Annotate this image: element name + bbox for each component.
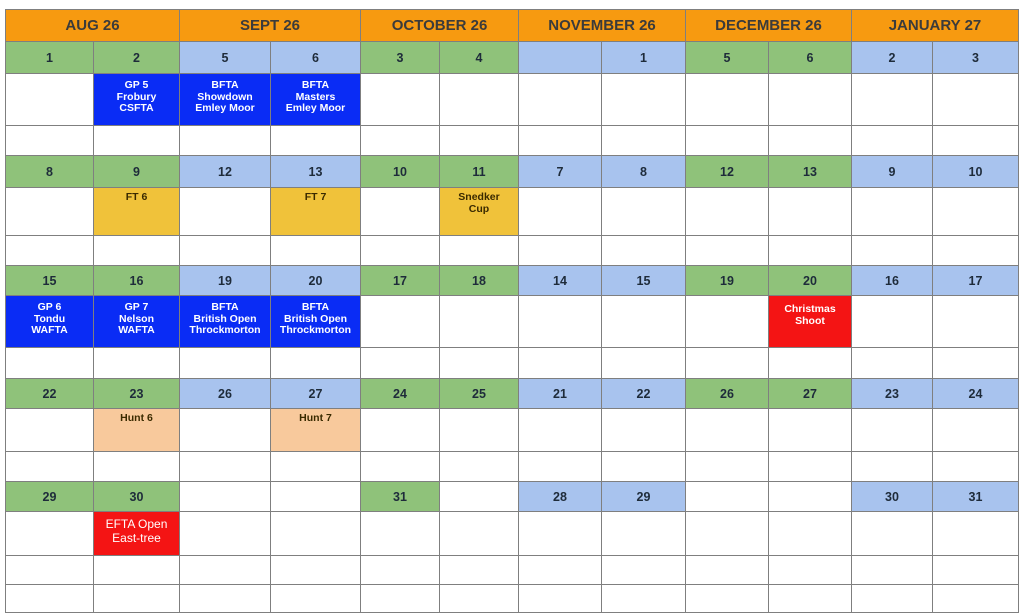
day-number-cell: 14 <box>518 265 602 296</box>
spacer-cell <box>685 451 769 482</box>
spacer-cell <box>932 125 1019 156</box>
day-number-cell: 13 <box>768 155 852 188</box>
day-number-cell: 1 <box>601 41 686 74</box>
empty-cell <box>270 511 361 556</box>
day-number-cell: 19 <box>685 265 769 296</box>
empty-cell <box>601 511 686 556</box>
spacer-cell <box>179 555 271 585</box>
empty-cell <box>768 408 852 452</box>
empty-cell <box>518 295 602 348</box>
spacer-cell <box>601 584 686 613</box>
spacer-cell <box>685 347 769 379</box>
day-number-cell: 20 <box>768 265 852 296</box>
spacer-cell <box>360 584 440 613</box>
month-header: SEPT 26 <box>179 9 361 42</box>
day-number-cell: 17 <box>932 265 1019 296</box>
spacer-cell <box>768 235 852 266</box>
day-number-cell: 28 <box>518 481 602 512</box>
spacer-cell <box>5 125 94 156</box>
day-number-cell: 10 <box>932 155 1019 188</box>
event-cell: GP 7 Nelson WAFTA <box>93 295 180 348</box>
spacer-cell <box>360 555 440 585</box>
spacer-cell <box>601 125 686 156</box>
empty-cell <box>601 73 686 126</box>
empty-cell <box>851 295 933 348</box>
spacer-cell <box>270 125 361 156</box>
empty-cell <box>439 408 519 452</box>
spacer-cell <box>439 125 519 156</box>
spacer-cell <box>439 347 519 379</box>
empty-cell <box>768 511 852 556</box>
spacer-cell <box>93 584 180 613</box>
day-number-cell: 30 <box>851 481 933 512</box>
spacer-cell <box>685 584 769 613</box>
spacer-cell <box>768 125 852 156</box>
spacer-cell <box>360 347 440 379</box>
day-number-cell: 7 <box>518 155 602 188</box>
day-number-cell: 31 <box>360 481 440 512</box>
day-number-cell: 13 <box>270 155 361 188</box>
spacer-cell <box>439 451 519 482</box>
spacer-cell <box>601 451 686 482</box>
day-number-cell: 24 <box>360 378 440 409</box>
empty-cell <box>932 187 1019 236</box>
empty-cell <box>360 73 440 126</box>
empty-cell <box>932 511 1019 556</box>
day-number-cell: 16 <box>93 265 180 296</box>
spacer-cell <box>518 584 602 613</box>
empty-cell <box>518 511 602 556</box>
day-number-cell <box>270 481 361 512</box>
spacer-cell <box>93 235 180 266</box>
empty-cell <box>360 187 440 236</box>
spacer-cell <box>270 235 361 266</box>
month-header: AUG 26 <box>5 9 180 42</box>
empty-cell <box>439 295 519 348</box>
day-number-cell: 2 <box>93 41 180 74</box>
spacer-cell <box>685 555 769 585</box>
empty-cell <box>439 511 519 556</box>
day-number-cell: 26 <box>685 378 769 409</box>
day-number-cell: 25 <box>439 378 519 409</box>
event-cell: GP 6 Tondu WAFTA <box>5 295 94 348</box>
empty-cell <box>768 73 852 126</box>
day-number-cell: 11 <box>439 155 519 188</box>
month-header: DECEMBER 26 <box>685 9 852 42</box>
empty-cell <box>685 73 769 126</box>
day-number-cell: 19 <box>179 265 271 296</box>
empty-cell <box>851 73 933 126</box>
day-number-cell: 29 <box>5 481 94 512</box>
empty-cell <box>932 408 1019 452</box>
spacer-cell <box>518 347 602 379</box>
spacer-cell <box>5 347 94 379</box>
day-number-cell: 23 <box>851 378 933 409</box>
spacer-cell <box>439 584 519 613</box>
spacer-cell <box>518 451 602 482</box>
spacer-cell <box>179 235 271 266</box>
spacer-cell <box>360 125 440 156</box>
spacer-cell <box>270 584 361 613</box>
spacer-cell <box>439 235 519 266</box>
empty-cell <box>851 511 933 556</box>
empty-cell <box>685 408 769 452</box>
event-cell: GP 5 Frobury CSFTA <box>93 73 180 126</box>
day-number-cell: 23 <box>93 378 180 409</box>
spacer-cell <box>5 235 94 266</box>
event-cell: Snedker Cup <box>439 187 519 236</box>
day-number-cell: 24 <box>932 378 1019 409</box>
day-number-cell: 30 <box>93 481 180 512</box>
day-number-cell <box>685 481 769 512</box>
day-number-cell: 18 <box>439 265 519 296</box>
day-number-cell: 2 <box>851 41 933 74</box>
spacer-cell <box>768 555 852 585</box>
day-number-cell: 27 <box>768 378 852 409</box>
spacer-cell <box>851 451 933 482</box>
spacer-cell <box>685 235 769 266</box>
spacer-cell <box>851 125 933 156</box>
spacer-cell <box>851 555 933 585</box>
event-cell: BFTA British Open Throckmorton <box>179 295 271 348</box>
empty-cell <box>360 295 440 348</box>
day-number-cell: 5 <box>685 41 769 74</box>
event-cell: Hunt 7 <box>270 408 361 452</box>
day-number-cell: 3 <box>360 41 440 74</box>
spacer-cell <box>5 584 94 613</box>
day-number-cell <box>768 481 852 512</box>
empty-cell <box>518 408 602 452</box>
spacer-cell <box>5 555 94 585</box>
empty-cell <box>360 408 440 452</box>
day-number-cell: 22 <box>601 378 686 409</box>
event-cell: Christmas Shoot <box>768 295 852 348</box>
day-number-cell: 12 <box>685 155 769 188</box>
day-number-cell <box>439 481 519 512</box>
day-number-cell: 15 <box>5 265 94 296</box>
empty-cell <box>685 295 769 348</box>
empty-cell <box>768 187 852 236</box>
empty-cell <box>932 73 1019 126</box>
spacer-cell <box>270 347 361 379</box>
day-number-cell: 21 <box>518 378 602 409</box>
day-number-cell: 17 <box>360 265 440 296</box>
day-number-cell: 16 <box>851 265 933 296</box>
spacer-cell <box>179 584 271 613</box>
spacer-cell <box>851 347 933 379</box>
month-header: NOVEMBER 26 <box>518 9 686 42</box>
day-number-cell: 22 <box>5 378 94 409</box>
empty-cell <box>439 73 519 126</box>
empty-cell <box>179 187 271 236</box>
spacer-cell <box>179 125 271 156</box>
spacer-cell <box>932 555 1019 585</box>
spacer-cell <box>518 125 602 156</box>
day-number-cell: 15 <box>601 265 686 296</box>
spacer-cell <box>93 555 180 585</box>
empty-cell <box>5 73 94 126</box>
spacer-cell <box>360 451 440 482</box>
spacer-cell <box>932 451 1019 482</box>
day-number-cell <box>518 41 602 74</box>
day-number-cell: 12 <box>179 155 271 188</box>
spacer-cell <box>768 347 852 379</box>
empty-cell <box>518 187 602 236</box>
spacer-cell <box>5 451 94 482</box>
empty-cell <box>851 187 933 236</box>
empty-cell <box>601 408 686 452</box>
spacer-cell <box>932 584 1019 613</box>
spacer-cell <box>685 125 769 156</box>
spacer-cell <box>518 235 602 266</box>
day-number-cell: 5 <box>179 41 271 74</box>
spacer-cell <box>768 451 852 482</box>
event-cell: BFTA Masters Emley Moor <box>270 73 361 126</box>
spacer-cell <box>93 125 180 156</box>
spacer-cell <box>851 584 933 613</box>
spacer-cell <box>360 235 440 266</box>
spacer-cell <box>932 235 1019 266</box>
event-cell: EFTA Open East-tree <box>93 511 180 556</box>
event-cell: BFTA Showdown Emley Moor <box>179 73 271 126</box>
day-number-cell: 31 <box>932 481 1019 512</box>
day-number-cell: 6 <box>768 41 852 74</box>
day-number-cell: 9 <box>851 155 933 188</box>
spacer-cell <box>518 555 602 585</box>
empty-cell <box>179 408 271 452</box>
spacer-cell <box>179 347 271 379</box>
event-cell: Hunt 6 <box>93 408 180 452</box>
spacer-cell <box>270 451 361 482</box>
day-number-cell <box>179 481 271 512</box>
spacer-cell <box>851 235 933 266</box>
day-number-cell: 20 <box>270 265 361 296</box>
spacer-cell <box>768 584 852 613</box>
empty-cell <box>179 511 271 556</box>
empty-cell <box>851 408 933 452</box>
day-number-cell: 1 <box>5 41 94 74</box>
empty-cell <box>685 511 769 556</box>
month-header: JANUARY 27 <box>851 9 1019 42</box>
spacer-cell <box>932 347 1019 379</box>
empty-cell <box>5 408 94 452</box>
day-number-cell: 29 <box>601 481 686 512</box>
day-number-cell: 27 <box>270 378 361 409</box>
event-cell: FT 6 <box>93 187 180 236</box>
empty-cell <box>601 187 686 236</box>
day-number-cell: 9 <box>93 155 180 188</box>
day-number-cell: 6 <box>270 41 361 74</box>
spacer-cell <box>439 555 519 585</box>
day-number-cell: 10 <box>360 155 440 188</box>
spacer-cell <box>601 347 686 379</box>
empty-cell <box>518 73 602 126</box>
spacer-cell <box>601 235 686 266</box>
spacer-cell <box>93 347 180 379</box>
empty-cell <box>932 295 1019 348</box>
day-number-cell: 4 <box>439 41 519 74</box>
day-number-cell: 3 <box>932 41 1019 74</box>
month-header: OCTOBER 26 <box>360 9 519 42</box>
spacer-cell <box>93 451 180 482</box>
day-number-cell: 26 <box>179 378 271 409</box>
day-number-cell: 8 <box>5 155 94 188</box>
empty-cell <box>685 187 769 236</box>
spacer-cell <box>179 451 271 482</box>
empty-cell <box>5 187 94 236</box>
empty-cell <box>601 295 686 348</box>
spacer-cell <box>270 555 361 585</box>
spacer-cell <box>601 555 686 585</box>
day-number-cell: 8 <box>601 155 686 188</box>
empty-cell <box>5 511 94 556</box>
event-cell: BFTA British Open Throckmorton <box>270 295 361 348</box>
empty-cell <box>360 511 440 556</box>
event-cell: FT 7 <box>270 187 361 236</box>
